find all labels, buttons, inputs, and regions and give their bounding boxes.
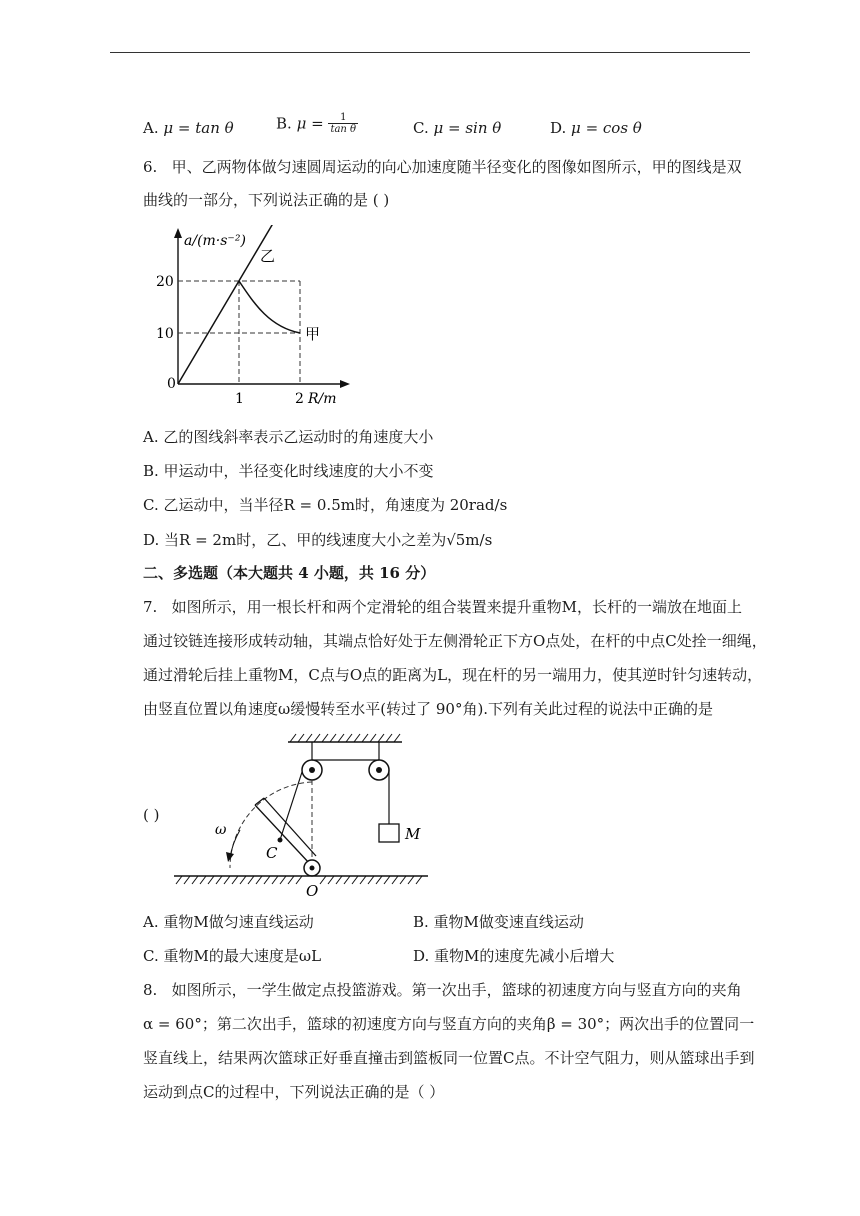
q7-rope-to-c <box>280 772 302 840</box>
q6-option-a[interactable]: A. 乙的图线斜率表示乙运动时的角速度大小 <box>143 428 434 446</box>
q7-ground-hatch <box>176 876 422 884</box>
q6-x-axis-label: R/m <box>308 391 337 407</box>
q6-curve-jia <box>239 281 300 333</box>
q7-option-c[interactable]: C. 重物M的最大速度是ωL <box>143 947 322 965</box>
q7-stem-line4: 由竖直位置以角速度ω缓慢转至水平(转过了 90°角).下列有关此过程的说法中正确的是 <box>143 700 714 718</box>
q8-stem-line1: 8. 如图所示，一学生做定点投篮游戏。第一次出手，篮球的初速度方向与竖直方向的夹角 <box>143 981 742 999</box>
q7-label-o: O <box>306 882 319 900</box>
q6-y-axis-label: a/(m·s⁻²) <box>184 233 246 249</box>
q6-origin: 0 <box>167 376 176 392</box>
q6-x-tick-1: 1 <box>235 391 244 407</box>
q7-option-d[interactable]: D. 重物M的速度先减小后增大 <box>413 947 615 965</box>
q7-option-b[interactable]: B. 重物M做变速直线运动 <box>413 913 584 931</box>
q7-option-a[interactable]: A. 重物M做匀速直线运动 <box>143 913 314 931</box>
q6-graph <box>150 225 360 410</box>
q5-option-c[interactable]: C. μ = sin θ <box>413 119 502 137</box>
q6-stem-line2: 曲线的一部分，下列说法正确的是 ( ) <box>143 191 390 209</box>
q6-x-axis-arrow <box>340 380 350 388</box>
q5-option-a[interactable]: A. μ = tan θ <box>143 119 234 137</box>
q7-mass-block <box>379 824 399 842</box>
q6-x-tick-2: 2 <box>295 391 304 407</box>
q7-label-c: C <box>266 844 278 862</box>
q6-stem-line1: 6. 甲、乙两物体做匀速圆周运动的向心加速度随半径变化的图像如图所示，甲的图线是双 <box>143 158 742 176</box>
section-heading-multi-choice: 二、多选题（本大题共 4 小题，共 16 分） <box>143 564 436 582</box>
q7-stem-line3: 通过滑轮后挂上重物M，C点与O点的距离为L，现在杆的另一端用力，使其逆时针匀速转动， <box>143 666 763 684</box>
q6-option-c[interactable]: C. 乙运动中，当半径R = 0.5m时，角速度为 20rad/s <box>143 496 508 514</box>
q6-label-yi: 乙 <box>260 247 276 265</box>
q7-figure <box>170 732 435 900</box>
q7-ceiling-hatch <box>290 734 400 742</box>
q7-answer-paren: ( ) <box>143 806 160 824</box>
q7-point-c <box>278 838 283 843</box>
q5-option-b[interactable]: B. μ = $\frac{1}{\text{tan θ}}$ <box>276 112 357 135</box>
q6-y-axis-arrow <box>174 228 182 238</box>
q6-option-b[interactable]: B. 甲运动中，半径变化时线速度的大小不变 <box>143 462 434 480</box>
q7-label-omega: ω <box>215 822 227 838</box>
q8-stem-line4: 运动到点C的过程中，下列说法正确的是（ ） <box>143 1083 445 1101</box>
q5-option-d[interactable]: D. μ = cos θ <box>550 119 642 137</box>
q7-rod <box>255 798 316 864</box>
q7-stem-line1: 7. 如图所示，用一根长杆和两个定滑轮的组合装置来提升重物M，长杆的一端放在地面上 <box>143 598 742 616</box>
header-rule <box>110 52 750 53</box>
q6-y-tick-20: 20 <box>156 274 174 290</box>
q5-option-b-fraction: $\frac{1}{\text{tan θ}}$ <box>330 112 357 135</box>
q6-y-tick-10: 10 <box>156 326 174 342</box>
q8-stem-line3: 竖直线上，结果两次篮球正好垂直撞击到篮板同一位置C点。不计空气阻力，则从篮球出手到 <box>143 1049 755 1067</box>
q7-stem-line2: 通过铰链连接形成转动轴，其端点恰好处于左侧滑轮正下方O点处，在杆的中点C处拴一细绳， <box>143 632 767 650</box>
q6-option-d[interactable]: D. 当R = 2m时，乙、甲的线速度大小之差为√5m/s <box>143 531 493 549</box>
q6-label-jia: 甲 <box>305 325 321 343</box>
q7-label-m: M <box>405 825 421 843</box>
q8-stem-line2: α = 60°；第二次出手，篮球的初速度方向与竖直方向的夹角β = 30°；两次出手的位置同一 <box>143 1015 755 1033</box>
